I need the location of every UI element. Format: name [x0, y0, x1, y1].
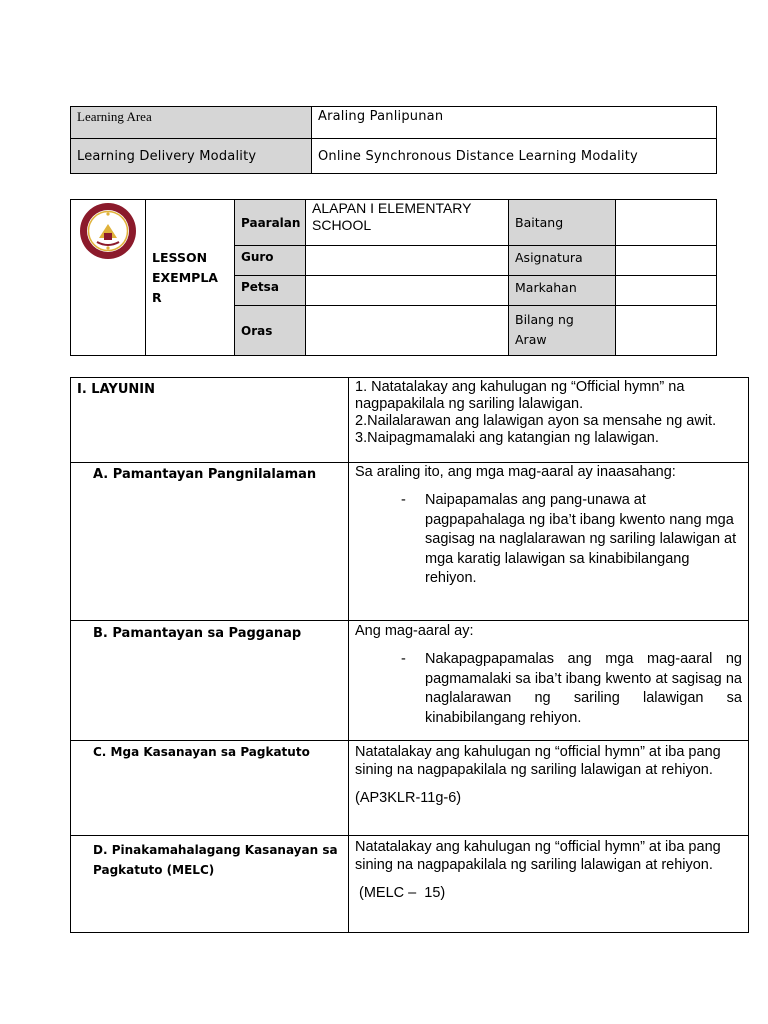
- lesson-title-line-1: LESSON: [152, 249, 208, 265]
- modality-value: Online Synchronous Distance Learning Modality: [312, 139, 717, 174]
- objectives-table: [70, 377, 749, 933]
- kasanayan-code: (AP3KLR-11g-6): [355, 790, 462, 806]
- lesson-title-line-3: R: [152, 289, 162, 305]
- layunin-item: 3.Naipagmamalaki ang katangian ng lalawigan.: [355, 430, 659, 446]
- modality-label: Learning Delivery Modality: [71, 139, 312, 174]
- melc-label: D. Pinakamahalagang Kasanayan sa Pagkatuto (MELC): [71, 836, 349, 933]
- pamantayan-sa-pagganap-intro: Ang mag-aaral ay:: [355, 623, 474, 639]
- learning-area-value: Araling Panlipunan: [312, 107, 717, 139]
- paaralan-value: ALAPAN I ELEMENTARY SCHOOL: [306, 200, 509, 246]
- guro-label: Guro: [235, 246, 306, 276]
- info-table: [70, 199, 717, 356]
- bilang-ng-araw-label: [509, 306, 616, 356]
- school-logo-cell: [71, 200, 146, 356]
- bilang-label-line-2: Araw: [515, 332, 547, 347]
- pamantayan-sa-pagganap-bullet: [401, 650, 742, 728]
- oras-value: [306, 306, 509, 356]
- markahan-value: [616, 276, 717, 306]
- guro-value: [306, 246, 509, 276]
- layunin-item: 1. Natatalakay ang kahulugan ng “Official hymn” na nagpapakilala ng sariling lalawigan.: [355, 379, 685, 412]
- petsa-label: Petsa: [235, 276, 306, 306]
- school-seal-icon: [79, 202, 137, 260]
- markahan-label: Markahan: [509, 276, 616, 306]
- layunin-content: [349, 378, 749, 463]
- learning-area-label: Learning Area: [71, 107, 312, 139]
- layunin-item: 2.Nailalarawan ang lalawigan ayon sa mensahe ng awit.: [355, 413, 717, 429]
- baitang-value: [616, 200, 717, 246]
- melc-content: [349, 836, 749, 933]
- lesson-title-line-2: EXEMPLA: [152, 269, 218, 285]
- bilang-ng-araw-value: [616, 306, 717, 356]
- melc-code: (MELC – 15): [355, 885, 446, 901]
- pamantayan-pangnilalaman-content: [349, 463, 749, 621]
- oras-label: Oras: [235, 306, 306, 356]
- header-table: [70, 106, 717, 174]
- kasanayan-content: [349, 741, 749, 836]
- lesson-exemplar-title: [146, 200, 235, 356]
- melc-text: Natatalakay ang kahulugan ng “official hymn” at iba pang sining na nagpapakilala ng sariling lalawigan at rehiyon.: [355, 839, 721, 873]
- asignatura-label: Asignatura: [509, 246, 616, 276]
- paaralan-label: Paaralan: [235, 200, 306, 246]
- pamantayan-pangnilalaman-bullet: [401, 491, 742, 589]
- kasanayan-text: Natatalakay ang kahulugan ng “official hymn” at iba pang sining na nagpapakilala ng sariling lalawigan at rehiyon.: [355, 744, 721, 778]
- bullet-dash: -: [401, 492, 406, 508]
- bullet-dash: -: [401, 651, 406, 667]
- kasanayan-label: C. Mga Kasanayan sa Pagkatuto: [71, 741, 349, 836]
- pamantayan-pangnilalaman-intro: Sa araling ito, ang mga mag-aaral ay inaasahang:: [355, 464, 676, 480]
- pamantayan-sa-pagganap-content: [349, 621, 749, 741]
- bullet-text: Naipapamalas ang pang-unawa at pagpapahalaga ng iba’t ibang kwento nang mga sagisag na naglalarawan ng sariling lalawigan at mga karatig lalawigan sa kinabibilangang rehiyon.: [425, 492, 737, 586]
- bilang-label-line-1: Bilang ng: [515, 312, 574, 327]
- bullet-text: Nakapagpapamalas ang mga mag-aaral ng pagmamalaki sa iba’t ibang kwento at sagisag na naglalarawan ng sariling lalawigan sa kinabibilangang rehiyon.: [425, 651, 742, 726]
- petsa-value: [306, 276, 509, 306]
- pamantayan-sa-pagganap-label: B. Pamantayan sa Pagganap: [71, 621, 349, 741]
- pamantayan-pangnilalaman-label: A. Pamantayan Pangnilalaman: [71, 463, 349, 621]
- asignatura-value: [616, 246, 717, 276]
- layunin-label: I. LAYUNIN: [71, 378, 349, 463]
- baitang-label: Baitang: [509, 200, 616, 246]
